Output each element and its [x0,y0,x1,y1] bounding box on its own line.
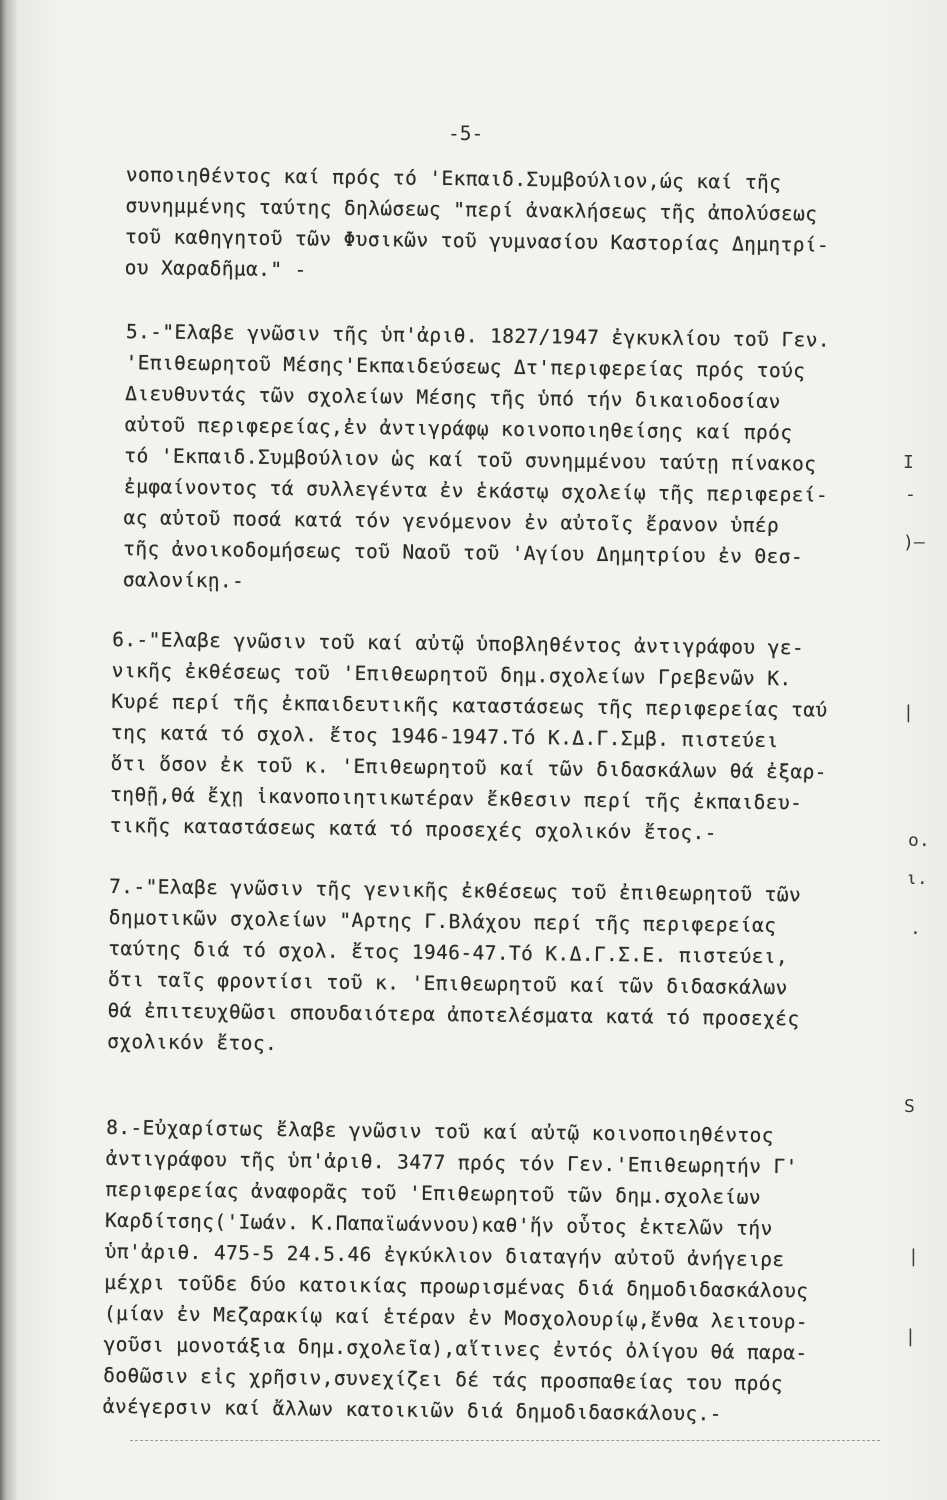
text-line: τό 'Εκπαιδ.Συμβούλιον ὡς καί τοῦ συνημμένου ταύτῃ πίνακος [124,444,817,476]
text-line: ἀνέγερσιν καί ἄλλων κατοικιῶν διά δημοδιδασκάλους.- [102,1394,723,1426]
margin-mark: S [904,1096,915,1117]
text-line: Καρδίτσης('Ιωάν. Κ.Παπαϊωάννου)καθ'ἥν οὗτος ἐκτελῶν τήν [104,1208,773,1241]
text-line: ταύτης διά τό σχολ. ἔτος 1946-47.Τό Κ.Δ.Γ.Σ.Ε. πιστεύει, [108,936,789,969]
text-line: τοῦ καθηγητοῦ τῶν Φυσικῶν τοῦ γυμνασίου Καστορίας Δημητρί- [124,225,830,257]
margin-mark: | [908,1246,919,1267]
text-line: ὅτι ὅσον ἐκ τοῦ κ. 'Επιθεωρητοῦ καί τῶν διδασκάλων θά ἐξαρ- [110,751,827,784]
margin-mark: . [910,918,921,939]
paragraph-5 [123,316,830,604]
margin-mark: Ι [903,452,914,473]
text-line: ὑπ'ἀριθ. 475-5 24.5.46 ἐγκύκλιον διαταγήν αὐτοῦ ἀνήγειρε [104,1239,785,1272]
text-line: ἐμφαίνοντος τά συλλεγέντα ἐν ἑκάστῳ σχολείῳ τῆς περιφερεί- [123,475,829,507]
text-line: δοθῶσιν εἰς χρῆσιν,συνεχίζει δέ τάς προσπαθείας του πρός [103,1363,784,1396]
text-line: ας αὐτοῦ ποσά κατά τόν γενόμενον ἐν αὐτοῖς ἔρανον ὑπέρ [123,506,780,538]
text-line: ὅτι ταῖς φροντίσι τοῦ κ. 'Επιθεωρητοῦ καί τῶν διδασκάλων [107,967,788,1000]
paragraph-7 [107,871,801,1065]
text-line: δημοτικῶν σχολείων "Αρτης Γ.Βλάχου περί τῆς περιφερείας [108,905,777,938]
text-line: ου Χαραδῆμα." - [124,256,307,282]
text-line: μέχρι τοῦδε δύο κατοικίας προωρισμένας διά δημοδιδασκάλους [104,1270,809,1303]
margin-mark: | [903,702,914,723]
text-line: τῆς ἀνοικοδομήσεως τοῦ Ναοῦ τοῦ 'Αγίου Δημητρίου ἐν Θεσ- [123,537,804,569]
text-line: 7.-"Ελαβε γνῶσιν τῆς γενικῆς ἐκθέσεως τοῦ ἐπιθεωρητοῦ τῶν [108,874,802,907]
paragraph-continuation [124,159,830,292]
text-line: τηθῇ,θά ἔχῃ ἱκανοποιητικωτέραν ἔκθεσιν περί τῆς ἐκπαιδευ- [110,782,803,815]
paragraph-8 [103,1112,811,1431]
page-number: -5- [448,122,484,145]
margin-mark: )— [903,532,925,553]
paragraph-6 [110,624,829,850]
text-line: αὐτοῦ περιφερείας,ἐν ἀντιγράφῳ κοινοποιηθείσης καί πρός [124,413,793,445]
margin-mark: ο. [908,830,930,851]
text-line: ἀντιγράφου τῆς ὑπ'ἀριθ. 3477 πρός τόν Γεν.'Επιθεωρητήν Γ' [105,1146,798,1179]
text-line: περιφερείας ἀναφορᾶς τοῦ 'Επιθεωρητοῦ τῶν δημ.σχολείων [105,1177,762,1209]
text-line: Κυρέ περί τῆς ἐκπαιδευτικῆς καταστάσεως τῆς περιφερείας ταύ [111,689,828,722]
text-line: συνημμένης ταύτης δηλώσεως "περί ἀνακλήσεως τῆς ἀπολύσεως [125,194,818,226]
text-line: 8.-Εὐχαρίστως ἔλαβε γνῶσιν τοῦ καί αὐτῷ κοινοποιηθέντος [106,1115,774,1148]
text-line: γοῦσι μονοτάξια δημ.σχολεῖα),αἵτινες ἐντός ὀλίγου θά παρα- [103,1332,808,1365]
text-line: νοποιηθέντος καί πρός τό 'Εκπαιδ.Συμβούλιον,ώς καί τῆς [125,163,782,195]
text-line: θά ἐπιτευχθῶσι σπουδαιότερα ἀποτελέσματα κατά τό προσεχές [107,998,800,1031]
text-line: 6.-"Ελαβε γνῶσιν τοῦ καί αὐτῷ ὑποβληθέντος ἀντιγράφου γε- [112,627,805,660]
text-line: Διευθυντάς τῶν σχολείων Μέσης τῆς ὑπό τήν δικαιοδοσίαν [125,382,781,414]
text-line: σαλονίκῃ.- [122,568,245,593]
margin-mark: - [905,484,916,505]
margin-mark: | [905,1326,916,1347]
text-line: της κατά τό σχολ. ἔτος 1946-1947.Τό Κ.Δ.Γ.Σμβ. πιστεύει [110,720,779,753]
text-line: σχολικόν ἔτος. [107,1029,278,1055]
bottom-dashed-rule [130,1440,880,1441]
text-line: τικῆς καταστάσεως κατά τό προσεχές σχολικόν ἔτος.- [109,813,717,845]
text-line: νικῆς ἐκθέσεως τοῦ 'Επιθεωρητοῦ δημ.σχολείων Γρεβενῶν Κ. [111,658,792,691]
text-line: (μίαν ἐν Μεζαρακίῳ καί ἑτέραν ἐν Μοσχολουρίῳ,ἔνθα λειτουρ- [103,1301,809,1334]
text-line: 'Επιθεωρητοῦ Μέσης'Εκπαιδεύσεως Δτ'περιφερείας πρός τούς [125,351,806,383]
text-line: 5.-"Ελαβε γνῶσιν τῆς ὑπ'ἀριθ. 1827/1947 ἐγκυκλίου τοῦ Γεν. [125,320,831,352]
margin-mark: ι. [906,868,928,889]
